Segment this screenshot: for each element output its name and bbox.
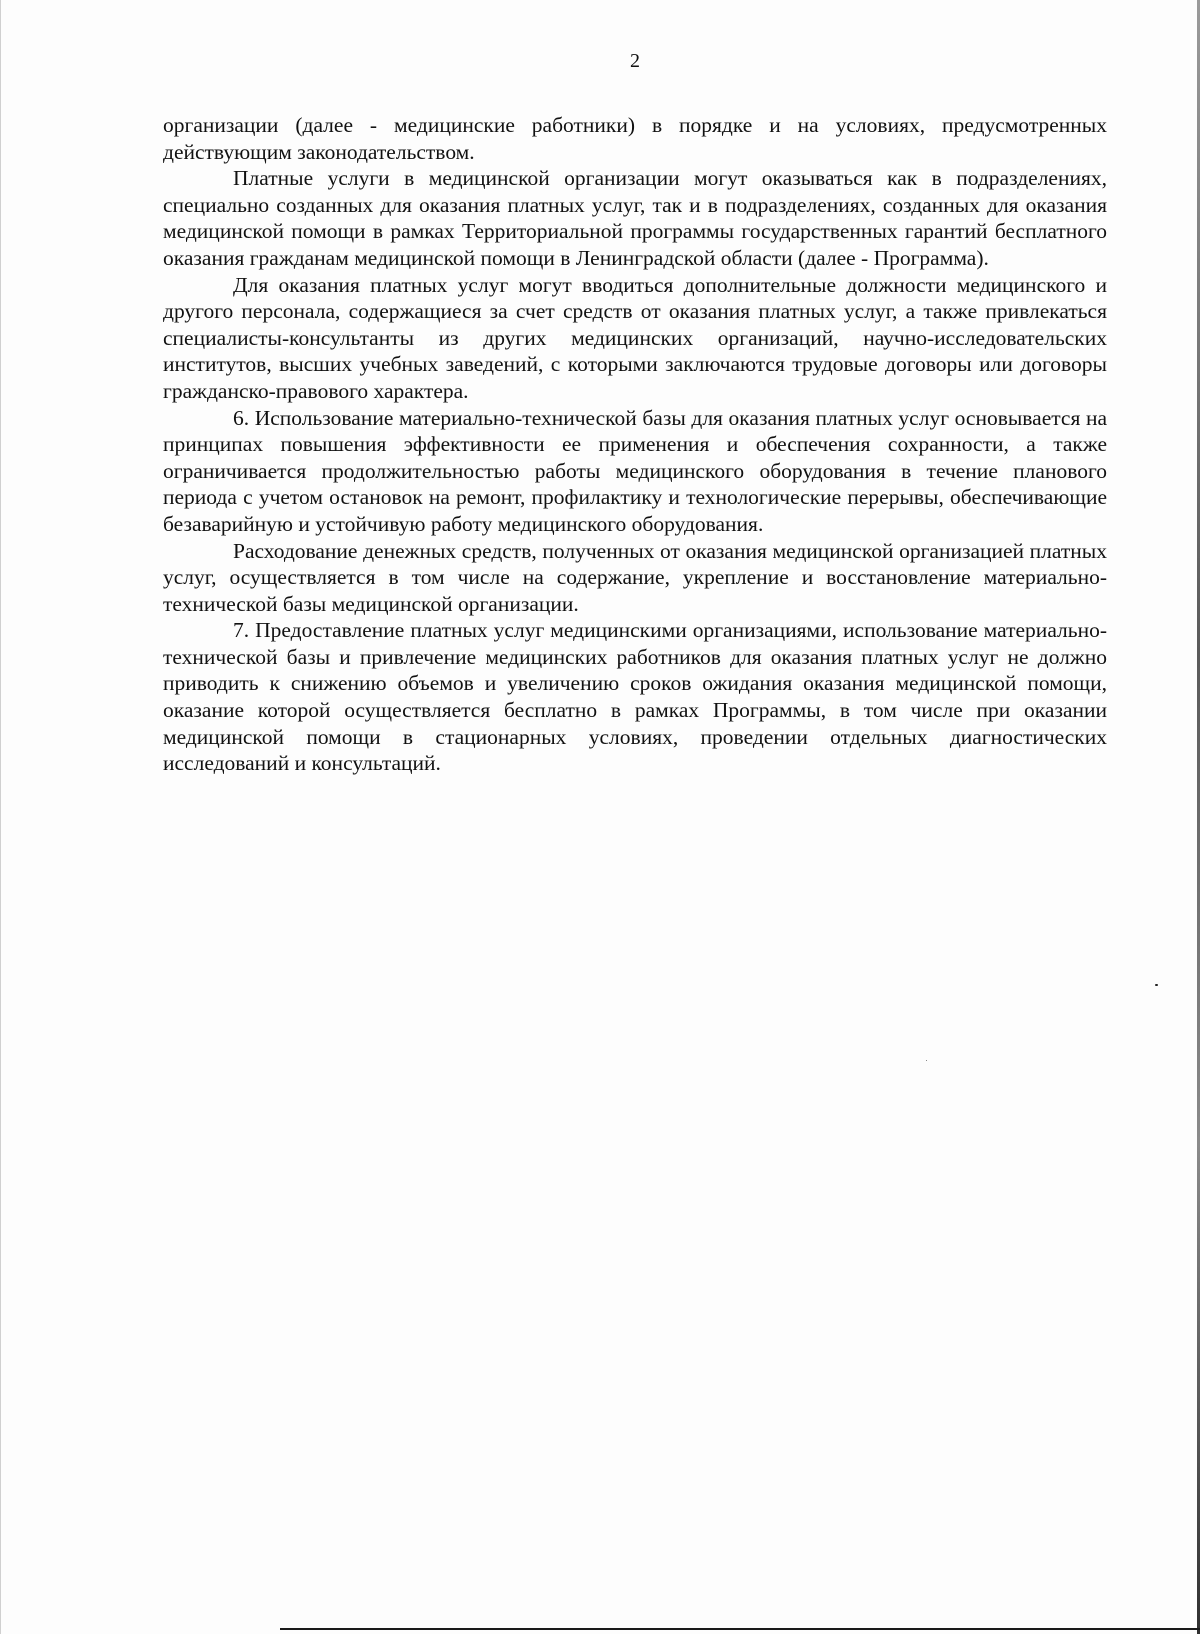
scan-edge-left bbox=[0, 0, 1, 1634]
scan-speck bbox=[926, 1060, 927, 1061]
paragraph-item-6: 6. Использование материально-технической базы для оказания платных услуг основывается на принципах повышения эффективности ее применения и обеспечения сохранности, а также ограничивается продолжительностью работы медицинского оборудования в течение планового периода с учетом остановок на ремонт, профилактику и технологические перерывы, обеспечивающие безаварийную и устойчивую работу медицинского оборудования. bbox=[163, 405, 1107, 536]
paragraph-paid-services-units: Платные услуги в медицинской организации могут оказываться как в подразделениях, специально созданных для оказания платных услуг, так и в подразделениях, созданных для оказания медицинской помощи в рамках Территориальной программы государственных гарантий бесплатного оказания гражданам медицинской помощи в Ленинградской области (далее - Программа). bbox=[163, 166, 1107, 270]
document-body bbox=[163, 112, 1107, 777]
paragraph-continuation: организации (далее - медицинские работники) в порядке и на условиях, предусмотренных действующим законодательством. bbox=[163, 113, 1107, 164]
paragraph-item-7: 7. Предоставление платных услуг медицинскими организациями, использование материально-технической базы и привлечение медицинских работников для оказания платных услуг не должно приводить к снижению объемов и увеличению сроков ожидания оказания медицинской помощи, оказание которой осуществляется бесплатно в рамках Программы, в том числе при оказании медицинской помощи в стационарных условиях, проведении отдельных диагностических исследований и консультаций. bbox=[163, 618, 1107, 776]
scan-edge-bottom bbox=[280, 1628, 1200, 1630]
paragraph-funds-spending: Расходование денежных средств, полученных от оказания медицинской организацией платных услуг, осуществляется в том числе на содержание, укрепление и восстановление материально-технической базы медицинской организации. bbox=[163, 538, 1107, 616]
scan-speck bbox=[1155, 984, 1158, 986]
page-number: 2 bbox=[630, 50, 640, 72]
paragraph-additional-staff: Для оказания платных услуг могут вводиться дополнительные должности медицинского и другого персонала, содержащиеся за счет средств от оказания платных услуг, а также привлекаться специалисты-консультанты из других медицинских организаций, научно-исследовательских институтов, высших учебных заведений, с которыми заключаются трудовые договоры или договоры гражданско-правового характера. bbox=[163, 272, 1107, 403]
